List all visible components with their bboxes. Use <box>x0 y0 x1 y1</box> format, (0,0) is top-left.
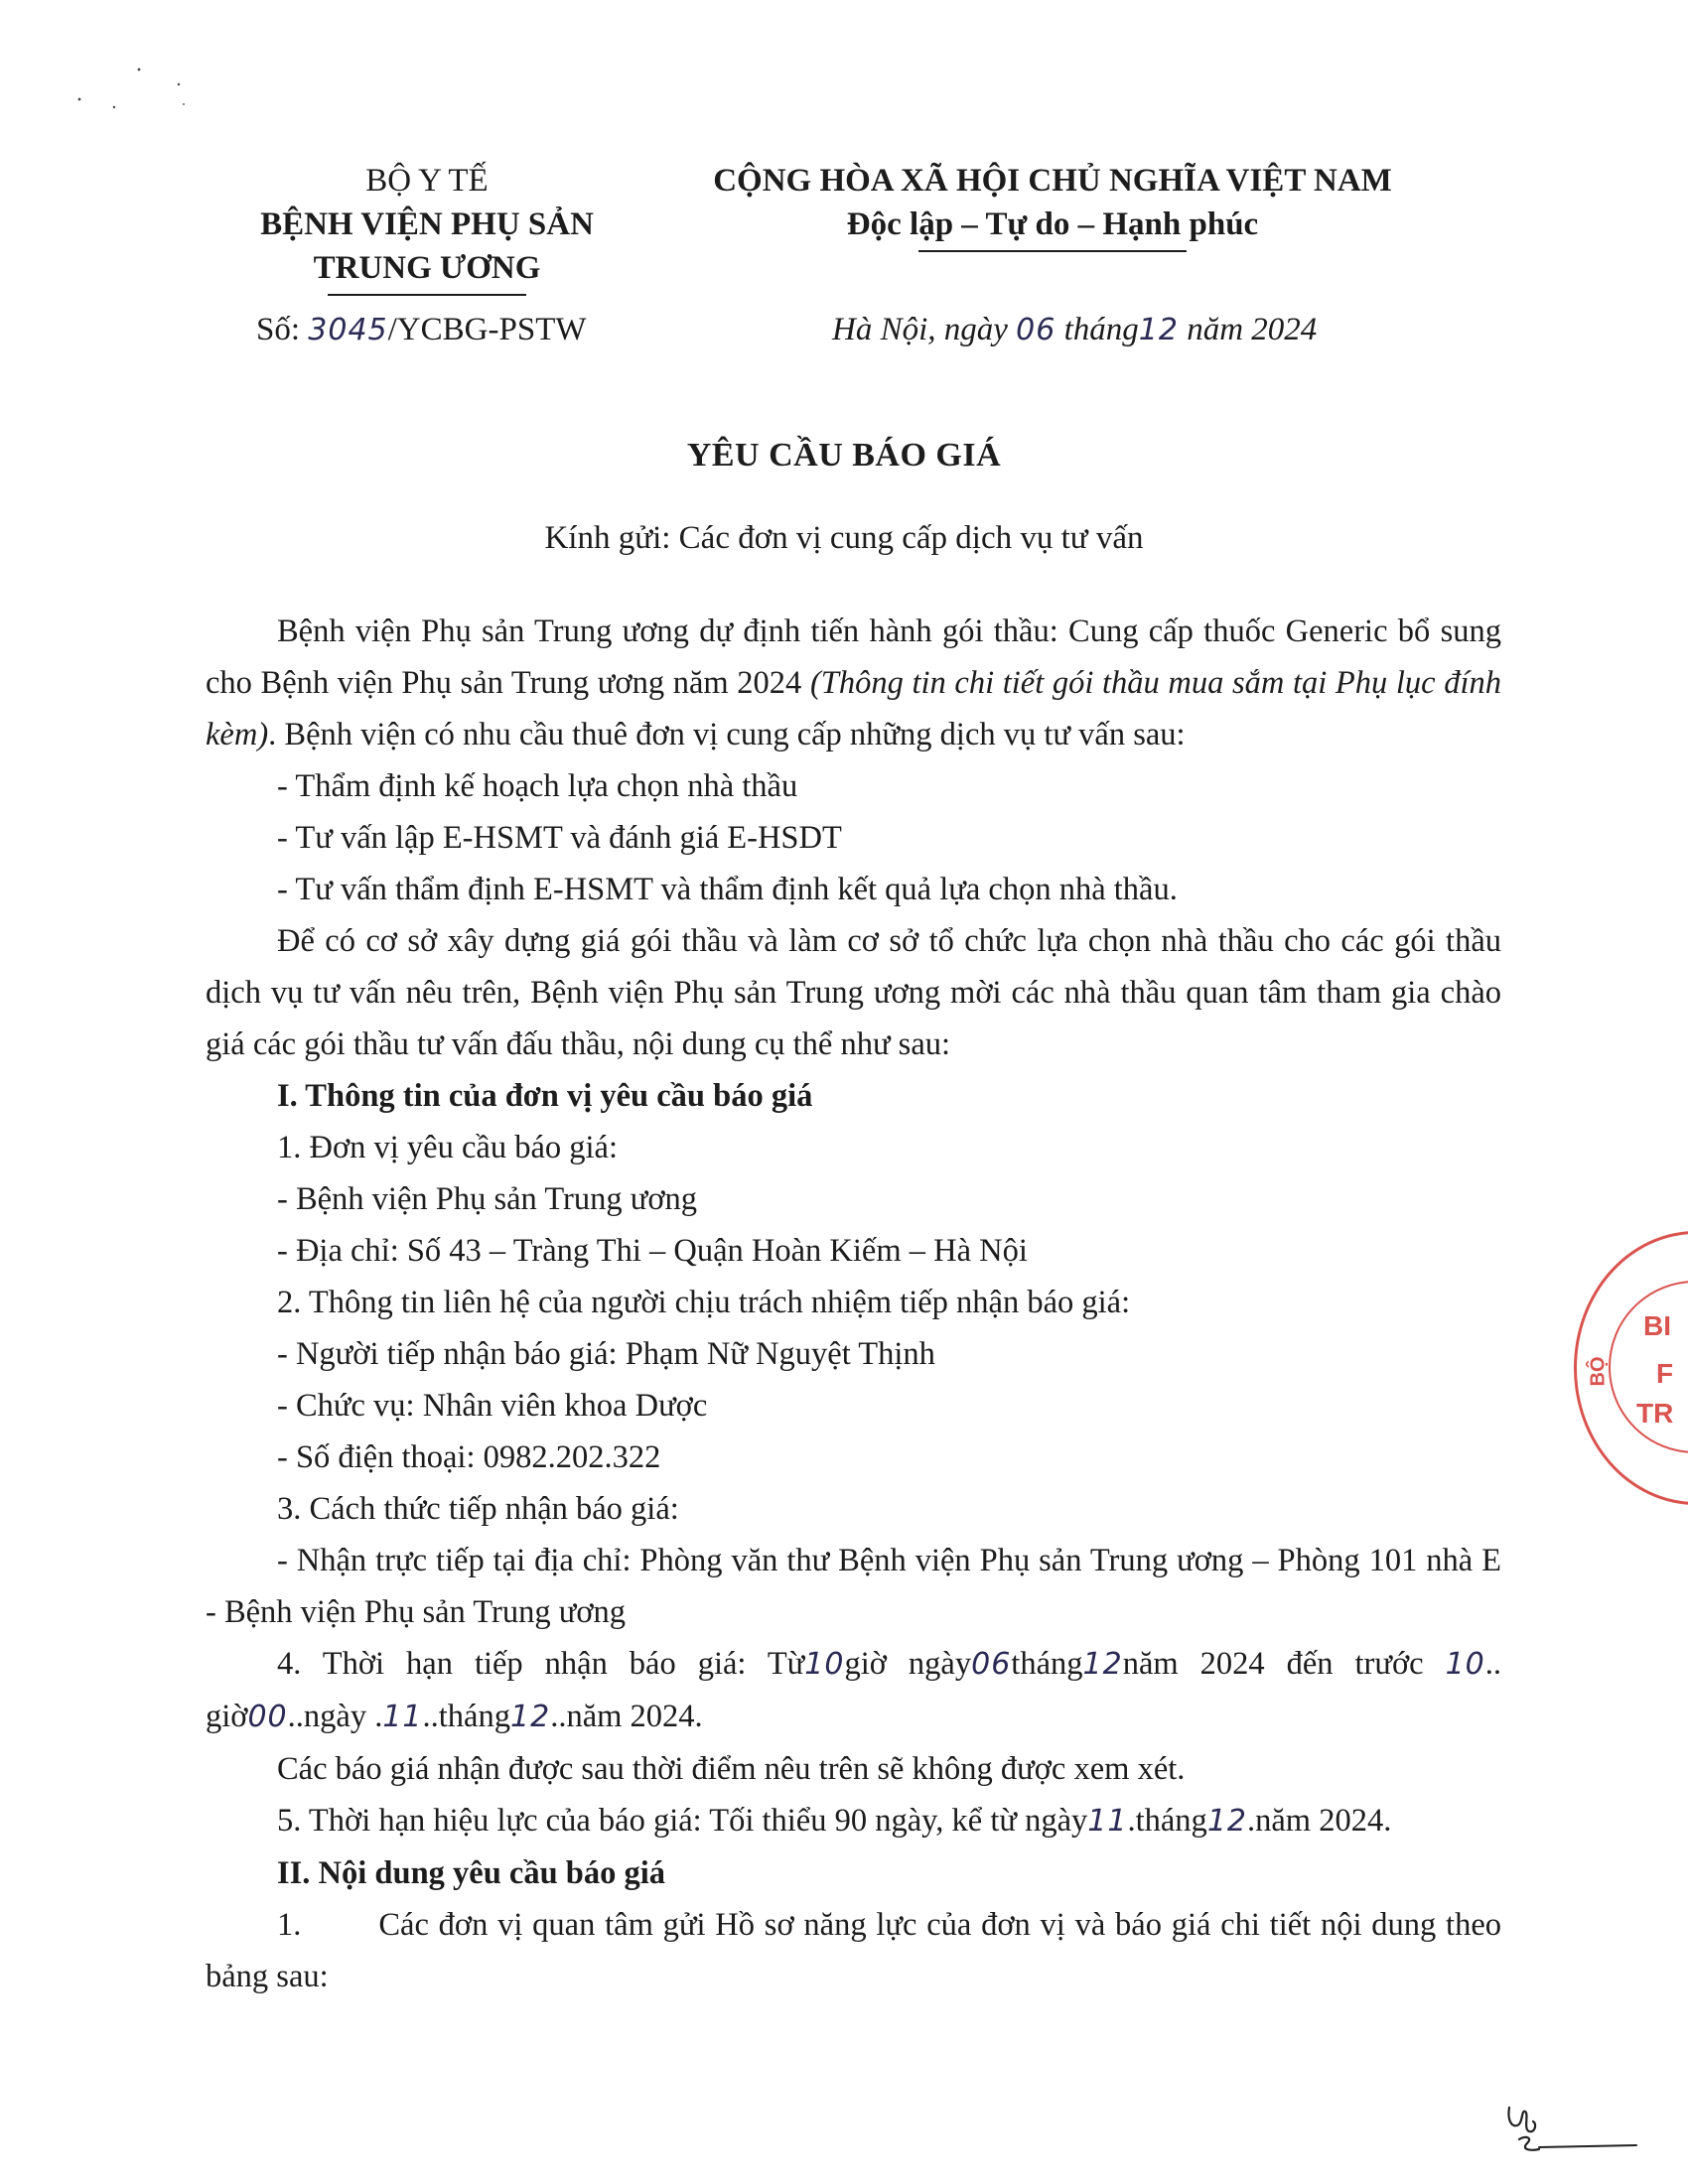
day-to-handwritten: 11 <box>382 1700 423 1734</box>
national-motto: Độc lập – Tự do – Hạnh phúc <box>846 206 1259 242</box>
issuer-block <box>213 159 640 296</box>
s1-item2-phone: - Số điện thoại: 0982.202.322 <box>277 1439 661 1475</box>
recipient-line: Kính gửi: Các đơn vị cung cấp dịch vụ tư vấn <box>544 520 1144 556</box>
s1-item5-b: .tháng <box>1127 1803 1207 1839</box>
intro-paragraph <box>206 606 1501 760</box>
day-from-handwritten: 06 <box>971 1647 1012 1682</box>
doc-no-suffix: /YCBG-PSTW <box>387 312 587 347</box>
s1-item2-person: - Người tiếp nhận báo giá: Phạm Nữ Nguyệt Thịnh <box>277 1336 935 1372</box>
date-part2: tháng <box>1055 312 1139 347</box>
validity-day-handwritten: 11 <box>1087 1804 1128 1839</box>
date-part3: năm 2024 <box>1178 312 1318 347</box>
place-date-line <box>832 312 1317 348</box>
s1-item4-b: giờ ngày <box>844 1646 972 1682</box>
s1-item4-deadline <box>206 1638 1501 1743</box>
date-day-handwritten: 06 <box>1016 313 1056 347</box>
s1-item1-address: - Địa chỉ: Số 43 – Tràng Thi – Quận Hoàn Kiếm – Hà Nội <box>277 1233 1028 1269</box>
s1-item2: 2. Thông tin liên hệ của người chịu trách nhiệm tiếp nhận báo giá: <box>277 1285 1131 1320</box>
date-month-handwritten: 12 <box>1138 313 1179 347</box>
hour-to-handwritten: 10 <box>1445 1647 1485 1682</box>
seal-side-text: BỘ <box>1587 1356 1610 1387</box>
seal-text: TR <box>1636 1398 1674 1429</box>
month-to-handwritten: 12 <box>510 1700 551 1734</box>
s1-item4-d: năm 2024 đến trước <box>1122 1646 1446 1682</box>
s1-late-note: Các báo giá nhận được sau thời điểm nêu trên sẽ không được xem xét. <box>277 1751 1186 1787</box>
national-heading <box>675 159 1430 252</box>
month-from-handwritten: 12 <box>1082 1647 1123 1682</box>
s2-item1 <box>206 1899 1501 2002</box>
service-item: - Thẩm định kế hoạch lựa chọn nhà thầu <box>277 768 798 804</box>
intro-italic-note: (Thông tin chi tiết gói thầu mua sắm tại Phụ lục đính kèm) <box>206 665 1501 752</box>
s1-item1: 1. Đơn vị yêu cầu báo giá: <box>277 1130 618 1165</box>
scan-specks <box>70 60 199 139</box>
s1-item2-position: - Chức vụ: Nhân viên khoa Dược <box>277 1388 708 1424</box>
ministry-name: BỘ Y TẾ <box>365 163 489 199</box>
s2-item1-text: Các đơn vị quan tâm gửi Hồ sơ năng lực của đơn vị và báo giá chi tiết nội dung theo bảng sau: <box>206 1907 1501 1994</box>
issuer-underline <box>328 294 526 296</box>
s1-item3: 3. Cách thức tiếp nhận báo giá: <box>277 1491 679 1527</box>
doc-no-prefix: Số: <box>256 312 309 347</box>
handwritten-signature-icon <box>1499 2100 1638 2159</box>
document-number <box>256 312 587 348</box>
service-item: - Tư vấn lập E-HSMT và đánh giá E-HSDT <box>277 820 842 856</box>
s2-item1-number: 1. <box>277 1907 302 1943</box>
seal-text: BI <box>1643 1310 1671 1341</box>
s1-item5-c: .năm 2024. <box>1247 1803 1392 1839</box>
section-2-heading: II. Nội dung yêu cầu báo giá <box>277 1855 665 1891</box>
s1-item5-validity <box>206 1795 1501 1847</box>
s1-item3-detail: - Nhận trực tiếp tại địa chỉ: Phòng văn thư Bệnh viện Phụ sản Trung ương – Phòng 101 nhà E - Bệnh viện Phụ sản Trung ương <box>206 1543 1501 1630</box>
intro-text-a: Bệnh viện Phụ sản Trung ương dự định tiến hành gói thầu: Cung cấp thuốc Generic bổ sung cho Bệnh viện Phụ sản Trung ương năm 2024 <box>206 614 1501 701</box>
republic-name: CỘNG HÒA XÃ HỘI CHỦ NGHĨA VIỆT NAM <box>713 163 1392 199</box>
hospital-name-line1: BỆNH VIỆN PHỤ SẢN <box>260 206 594 242</box>
s1-item4-a: 4. Thời hạn tiếp nhận báo giá: Từ <box>277 1646 805 1682</box>
intro-text-b: . Bệnh viện có nhu cầu thuê đơn vị cung cấp những dịch vụ tư vấn sau: <box>268 717 1186 752</box>
hospital-name-line2: TRUNG ƯƠNG <box>313 250 541 286</box>
s1-item4-g: ..tháng <box>422 1699 510 1734</box>
date-part1: Hà Nội, ngày <box>832 312 1017 347</box>
seal-text: F <box>1656 1358 1674 1389</box>
s1-item5-a: 5. Thời hạn hiệu lực của báo giá: Tối thiểu 90 ngày, kể từ ngày <box>277 1803 1088 1839</box>
s1-item1-name: - Bệnh viện Phụ sản Trung ương <box>277 1181 698 1217</box>
invitation-paragraph: Để có cơ sở xây dựng giá gói thầu và làm cơ sở tổ chức lựa chọn nhà thầu cho các gói thầu dịch vụ tư vấn nêu trên, Bệnh viện Phụ sản Trung ương mời các nhà thầu quan tâm tham gia chào giá các gói thầu tư vấn đấu thầu, nội dung cụ thể như sau: <box>206 923 1501 1062</box>
document-body <box>206 606 1501 2002</box>
s1-item4-e: .. giờ <box>206 1646 1501 1734</box>
minute-to-handwritten: 00 <box>247 1700 288 1734</box>
s1-item4-f: ..ngày . <box>287 1699 383 1734</box>
document-title: YÊU CẦU BÁO GIÁ <box>686 437 1002 474</box>
s1-item4-h: ..năm 2024. <box>550 1699 703 1734</box>
doc-no-handwritten: 3045 <box>308 313 388 347</box>
section-1-heading: I. Thông tin của đơn vị yêu cầu báo giá <box>277 1078 813 1114</box>
s1-item4-c: tháng <box>1011 1646 1083 1682</box>
motto-underline <box>918 250 1187 252</box>
validity-month-handwritten: 12 <box>1206 1804 1247 1839</box>
hour-from-handwritten: 10 <box>804 1647 845 1682</box>
service-item: - Tư vấn thẩm định E-HSMT và thẩm định kết quả lựa chọn nhà thầu. <box>277 872 1178 907</box>
